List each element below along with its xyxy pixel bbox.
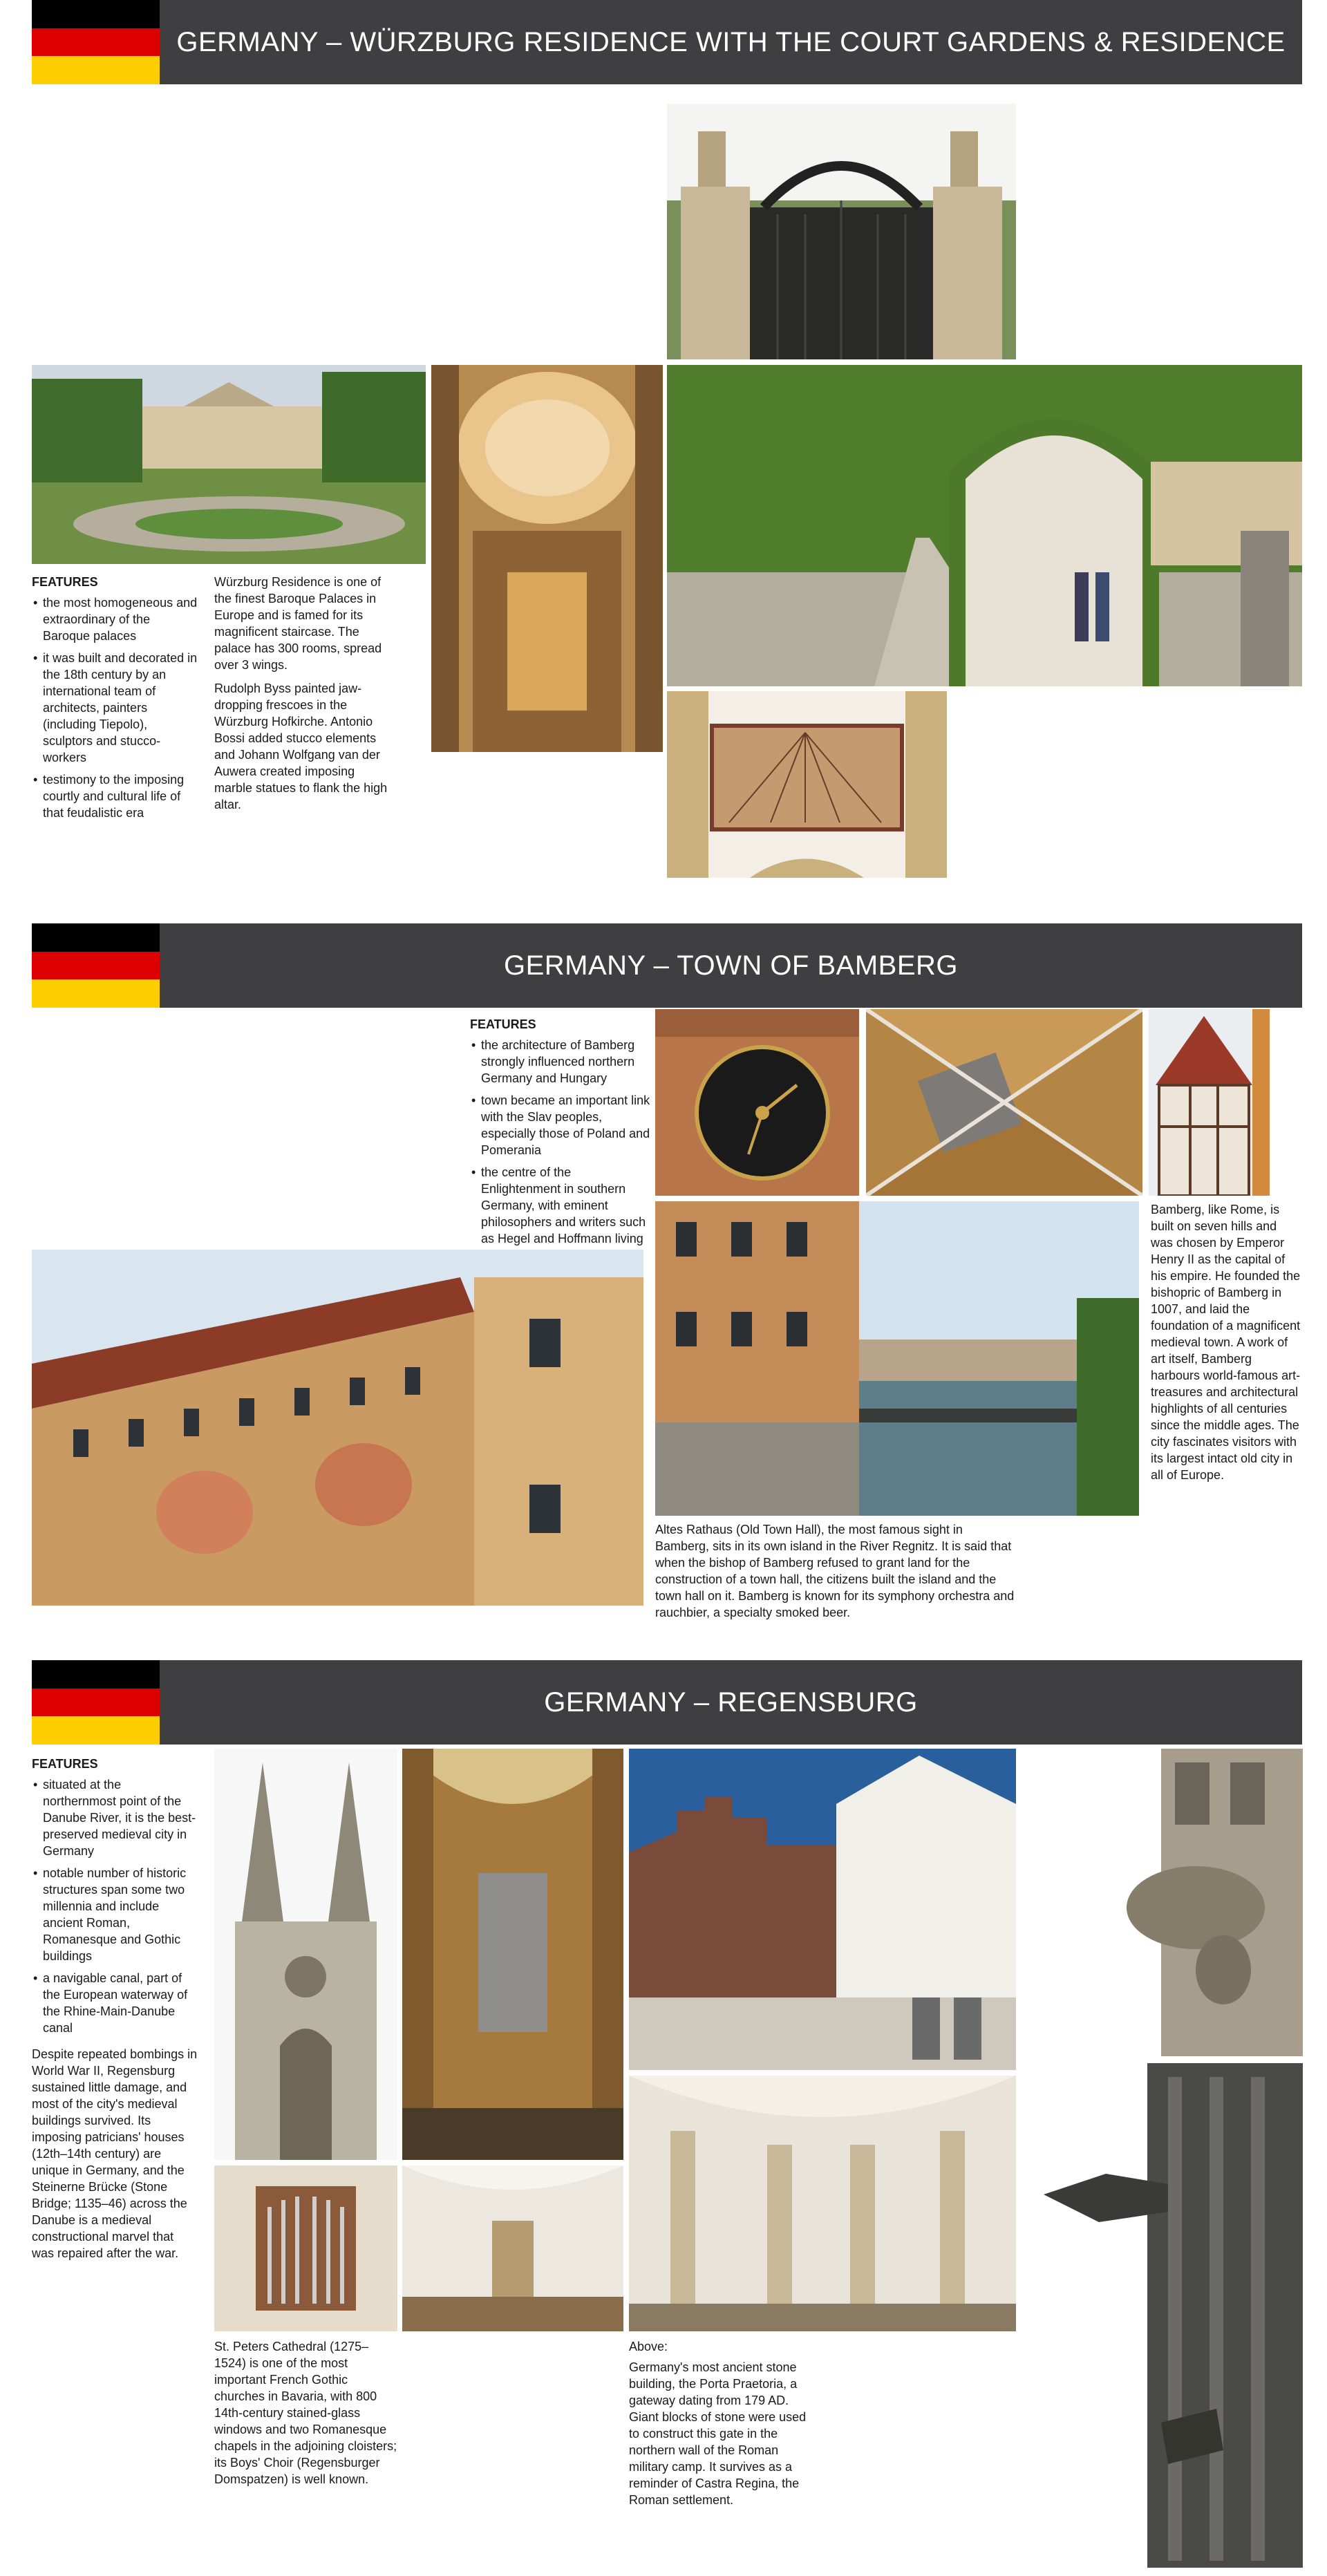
regensburg-banner xyxy=(32,1660,1302,1745)
regensburg-features xyxy=(32,1756,198,2268)
clock-tower-photo xyxy=(655,1009,859,1196)
bamberg-side-text: Bamberg, like Rome, is built on seven hills and was chosen by Emperor Henry II as the capital of his empire. He founded the bishopric of Bamberg in 1007, and laid the foundation of a magnificent medieval town. A work of art itself, Bamberg harbours world-famous art-treasures and architectural highlights of all centuries since the middle ages. The city fascinates visitors with its largest intact old city in all of Europe. xyxy=(1151,1203,1301,1482)
wurzburg-features-heading: FEATURES xyxy=(32,575,98,589)
wurzburg-feature-item: • it was built and decorated in the 18th century by an international team of architects, painters (including Tiepolo), sculptors and stucco-workers xyxy=(32,650,198,766)
regensburg-title: GERMANY – REGENSBURG xyxy=(544,1687,918,1718)
st-peters-cathedral-photo xyxy=(214,1749,397,2160)
rathaus-river-photo xyxy=(655,1201,1139,1516)
altes-rathaus-facade-photo xyxy=(32,1250,643,1606)
gothic-spire-gargoyle-photo xyxy=(1044,2063,1303,2568)
cathedral-nave-organ-photo xyxy=(402,1749,623,2160)
bamberg-feature-item: • the centre of the Enlightenment in southern Germany, with eminent philosophers and writers such as Hegel and Hoffmann living xyxy=(470,1164,653,1263)
bamberg-feature-item: • the architecture of Bamberg strongly influenced northern Germany and Hungary xyxy=(470,1037,653,1087)
garden-arches-photo xyxy=(667,365,1302,686)
st-peters-caption: St. Peters Cathedral (1275–1524) is one of the most important French Gothic churches in Bavaria, with 800 14th-century stained-glass windows and two Romanesque chapels in the adjoining cloisters; its Boys' Choir (Regensburger Domspatzen) is well known. xyxy=(214,2340,397,2486)
sundial-photo xyxy=(667,691,947,878)
germany-flag-icon xyxy=(32,1660,160,1745)
wurzburg-banner xyxy=(32,0,1302,84)
porta-praetoria-photo xyxy=(629,1749,1016,2070)
porta-praetoria-caption xyxy=(629,2338,816,2508)
regensburg-paragraph: Despite repeated bombings in World War II, Regensburg sustained little damage, and most of the city's medieval buildings survived. Its imposing patricians' houses (12th–14th century) are unique in Germany, and the Steinerne Brücke (Stone Bridge; 1135–46) across the Danube is a medieval constructional marvel that was repaired after the war. xyxy=(32,2047,198,2260)
wurzburg-paragraph: Rudolph Byss painted jaw-dropping frescoes in the Würzburg Hofkirche. Antonio Bossi added stucco elements and Johann Wolfgang van der Auwera created imposing marble statues to flank the high altar. xyxy=(214,681,388,811)
germany-flag-icon xyxy=(32,923,160,1008)
bamberg-features xyxy=(470,1016,653,1269)
altes-rathaus-caption: Altes Rathaus (Old Town Hall), the most famous sight in Bamberg, sits in its own island in the River Regnitz. It is said that when the bishop of Bamberg refused to grant land for the construction of a town hall, the citizens built the island and the town hall on it. Bamberg is known for its symphony orchestra and rauchbier, a specialty smoked beer. xyxy=(655,1523,1015,1619)
regensburg-feature-item: • situated at the northernmost point of the Danube River, it is the best-preserved medieval city in Germany xyxy=(32,1776,198,1859)
wurzburg-title: GERMANY – WÜRZBURG RESIDENCE WITH THE COURT GARDENS & RESIDENCE xyxy=(176,27,1286,57)
wurzburg-features xyxy=(32,574,198,827)
vaulted-ceiling-organ-photo xyxy=(866,1009,1142,1196)
above-label: Above: xyxy=(629,2340,668,2353)
wurzburg-paragraph: Würzburg Residence is one of the finest Baroque Palaces in Europe and is famed for its magnificent staircase. The palace has 300 rooms, spread over 3 wings. xyxy=(214,575,382,672)
regensburg-feature-item: • notable number of historic structures span some two millennia and include ancient Roman, Romanesque and Gothic buildings xyxy=(32,1865,198,1964)
wurzburg-feature-item: • testimony to the imposing courtly and cultural life of that feudalistic era xyxy=(32,771,198,821)
bamberg-features-heading: FEATURES xyxy=(470,1017,536,1031)
bamberg-banner xyxy=(32,923,1302,1008)
residence-exterior-photo xyxy=(32,365,426,564)
court-garden-gate-photo xyxy=(667,104,1016,359)
bamberg-title: GERMANY – TOWN OF BAMBERG xyxy=(503,950,959,981)
wurzburg-feature-item: • the most homogeneous and extraordinary of the Baroque palaces xyxy=(32,594,198,644)
half-timbered-house-photo xyxy=(1149,1009,1270,1196)
bamberg-feature-item: • town became an important link with the Slav peoples, especially those of Poland and Pomerania xyxy=(470,1092,653,1158)
porta-praetoria-text: Germany's most ancient stone building, the Porta Praetoria, a gateway dating from 179 AD. Giant blocks of stone were used to construct this gate in the northern wall of the Roman military camp. It survives as a reminder of Castra Regina, the Roman settlement. xyxy=(629,2360,807,2507)
germany-flag-icon xyxy=(32,0,160,84)
wurzburg-description xyxy=(214,574,390,820)
regensburg-features-heading: FEATURES xyxy=(32,1757,98,1771)
gargoyle-stonework-photo xyxy=(1120,1749,1303,2056)
hofkirche-interior-photo xyxy=(431,365,663,752)
baroque-organ-photo xyxy=(214,2165,397,2331)
regensburg-feature-item: • a navigable canal, part of the European waterway of the Rhine-Main-Danube canal xyxy=(32,1970,198,2036)
romanesque-interior-photo xyxy=(629,2076,1016,2331)
white-church-interior-photo xyxy=(402,2165,623,2331)
